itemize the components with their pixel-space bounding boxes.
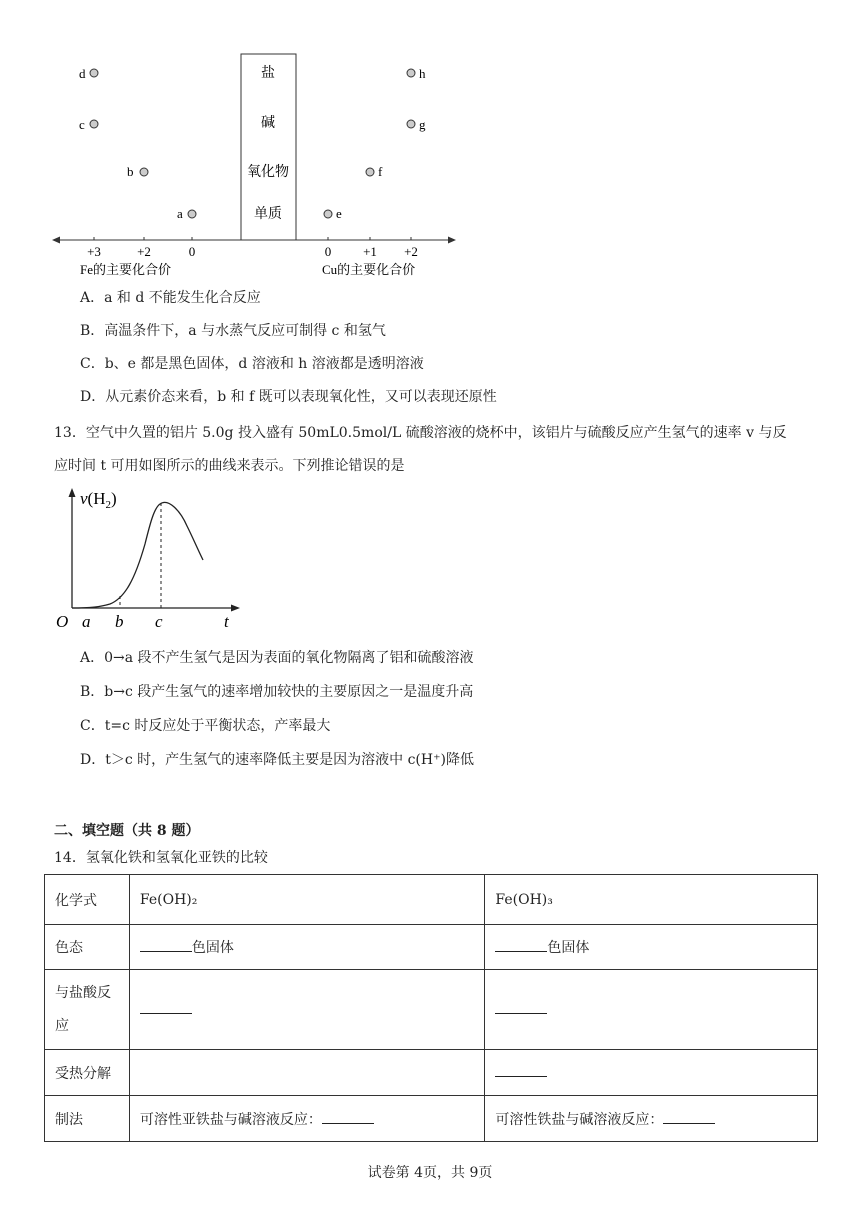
q12-option-a: A．a 和 d 不能发生化合反应 xyxy=(80,290,261,306)
point-d xyxy=(79,66,98,81)
rate-y-arrow xyxy=(69,488,76,497)
row-color-label: 色态 xyxy=(45,925,130,970)
rate-x-label: t xyxy=(224,612,229,631)
rate-chart xyxy=(50,482,250,634)
fe-tick-0: 0 xyxy=(188,244,196,259)
row-prep-feoh3: 可溶性铁盐与碱溶液反应： xyxy=(485,1096,818,1142)
fe-tick-plus3: +3 xyxy=(87,244,101,259)
category-element: 单质 xyxy=(254,207,282,222)
point-a xyxy=(177,206,196,221)
table-row xyxy=(45,925,818,970)
axis-arrow-left xyxy=(52,237,60,244)
table-row xyxy=(45,970,818,1050)
row-prep-label: 制法 xyxy=(45,1096,130,1142)
row-hcl-label: 与盐酸反 应 xyxy=(45,970,130,1050)
category-salt: 盐 xyxy=(261,66,275,81)
row-prep-feoh2: 可溶性亚铁盐与碱溶液反应： xyxy=(129,1096,485,1142)
rate-x-arrow xyxy=(231,605,240,612)
svg-text:e: e xyxy=(336,206,342,221)
point-f xyxy=(366,164,383,179)
q13-option-b: B．b→c 段产生氢气的速率增加较快的主要原因之一是温度升高 xyxy=(80,684,474,700)
svg-text:a: a xyxy=(177,206,183,221)
answer-blank[interactable] xyxy=(140,939,192,952)
point-h xyxy=(407,66,426,81)
header-feoh3: Fe(OH)₃ xyxy=(485,875,818,925)
row-hcl-feoh3 xyxy=(485,970,818,1050)
row-hcl-feoh2 xyxy=(129,970,485,1050)
header-formula: 化学式 xyxy=(45,875,130,925)
row-heat-feoh3 xyxy=(485,1050,818,1096)
row-color-feoh3: 色固体 xyxy=(485,925,818,970)
svg-text:b: b xyxy=(127,164,134,179)
rate-tick-b: b xyxy=(115,612,124,631)
q13-stem-line2: 应时间 t 可用如图所示的曲线来表示。下列推论错误的是 xyxy=(54,458,405,474)
table-row xyxy=(45,1050,818,1096)
cu-tick-0: 0 xyxy=(324,244,332,259)
header-feoh2: Fe(OH)₂ xyxy=(129,875,485,925)
point-c xyxy=(79,117,98,132)
rate-y-label: $v(H_2)$ xyxy=(80,489,117,511)
answer-blank[interactable] xyxy=(495,1064,547,1077)
svg-text:c: c xyxy=(79,117,85,132)
answer-blank[interactable] xyxy=(495,939,547,952)
svg-text:g: g xyxy=(419,117,426,132)
svg-text:d: d xyxy=(79,66,86,81)
section-2-title: 二、填空题（共 8 题） xyxy=(54,823,200,839)
q13-stem-line1: 13．空气中久置的铝片 5.0g 投入盛有 50mL0.5mol/L 硫酸溶液的烧杯中，该铝片与硫酸反应产生氢气的速率 v 与反 xyxy=(54,425,787,441)
rate-tick-a: a xyxy=(82,612,91,631)
point-b xyxy=(127,164,148,179)
cu-tick-plus1: +1 xyxy=(363,244,377,259)
row-heat-label: 受热分解 xyxy=(45,1050,130,1096)
page-footer: 试卷第 4页，共 9页 xyxy=(367,1165,493,1181)
comparison-table xyxy=(44,874,818,1142)
category-oxide: 氧化物 xyxy=(247,165,289,180)
rate-curve xyxy=(72,502,203,608)
q12-option-b: B．高温条件下，a 与水蒸气反应可制得 c 和氢气 xyxy=(80,323,386,339)
row-heat-feoh2 xyxy=(129,1050,485,1096)
fe-tick-plus2: +2 xyxy=(137,244,151,259)
answer-blank[interactable] xyxy=(140,1001,192,1014)
point-g xyxy=(407,117,426,132)
q13-option-a: A．0→a 段不产生氢气是因为表面的氧化物隔离了铝和硫酸溶液 xyxy=(80,650,474,666)
q13-option-c: C．t=c 时反应处于平衡状态，产率最大 xyxy=(80,718,331,734)
rate-tick-c: c xyxy=(155,612,163,631)
q13-option-d: D．t＞c 时，产生氢气的速率降低主要是因为溶液中 c(H⁺)降低 xyxy=(80,752,474,768)
q12-option-d: D．从元素价态来看，b 和 f 既可以表现氧化性，又可以表现还原性 xyxy=(80,389,497,405)
q14-title: 14．氢氧化铁和氢氧化亚铁的比较 xyxy=(54,850,268,866)
answer-blank[interactable] xyxy=(322,1111,374,1124)
cu-tick-plus2: +2 xyxy=(404,244,418,259)
svg-text:f: f xyxy=(378,164,383,179)
answer-blank[interactable] xyxy=(495,1001,547,1014)
table-row xyxy=(45,875,818,925)
q12-option-c: C．b、e 都是黑色固体，d 溶液和 h 溶液都是透明溶液 xyxy=(80,356,424,372)
answer-blank[interactable] xyxy=(663,1111,715,1124)
point-e xyxy=(324,206,342,221)
svg-text:h: h xyxy=(419,66,426,81)
row-color-feoh2: 色固体 xyxy=(129,925,485,970)
table-row xyxy=(45,1096,818,1142)
axis-arrow-right xyxy=(448,237,456,244)
rate-origin-label: O xyxy=(56,612,69,631)
valence-diagram xyxy=(0,40,860,285)
category-base: 碱 xyxy=(261,116,275,131)
cu-axis-label: Cu的主要化合价 xyxy=(322,262,416,277)
fe-axis-label: Fe的主要化合价 xyxy=(80,262,172,277)
